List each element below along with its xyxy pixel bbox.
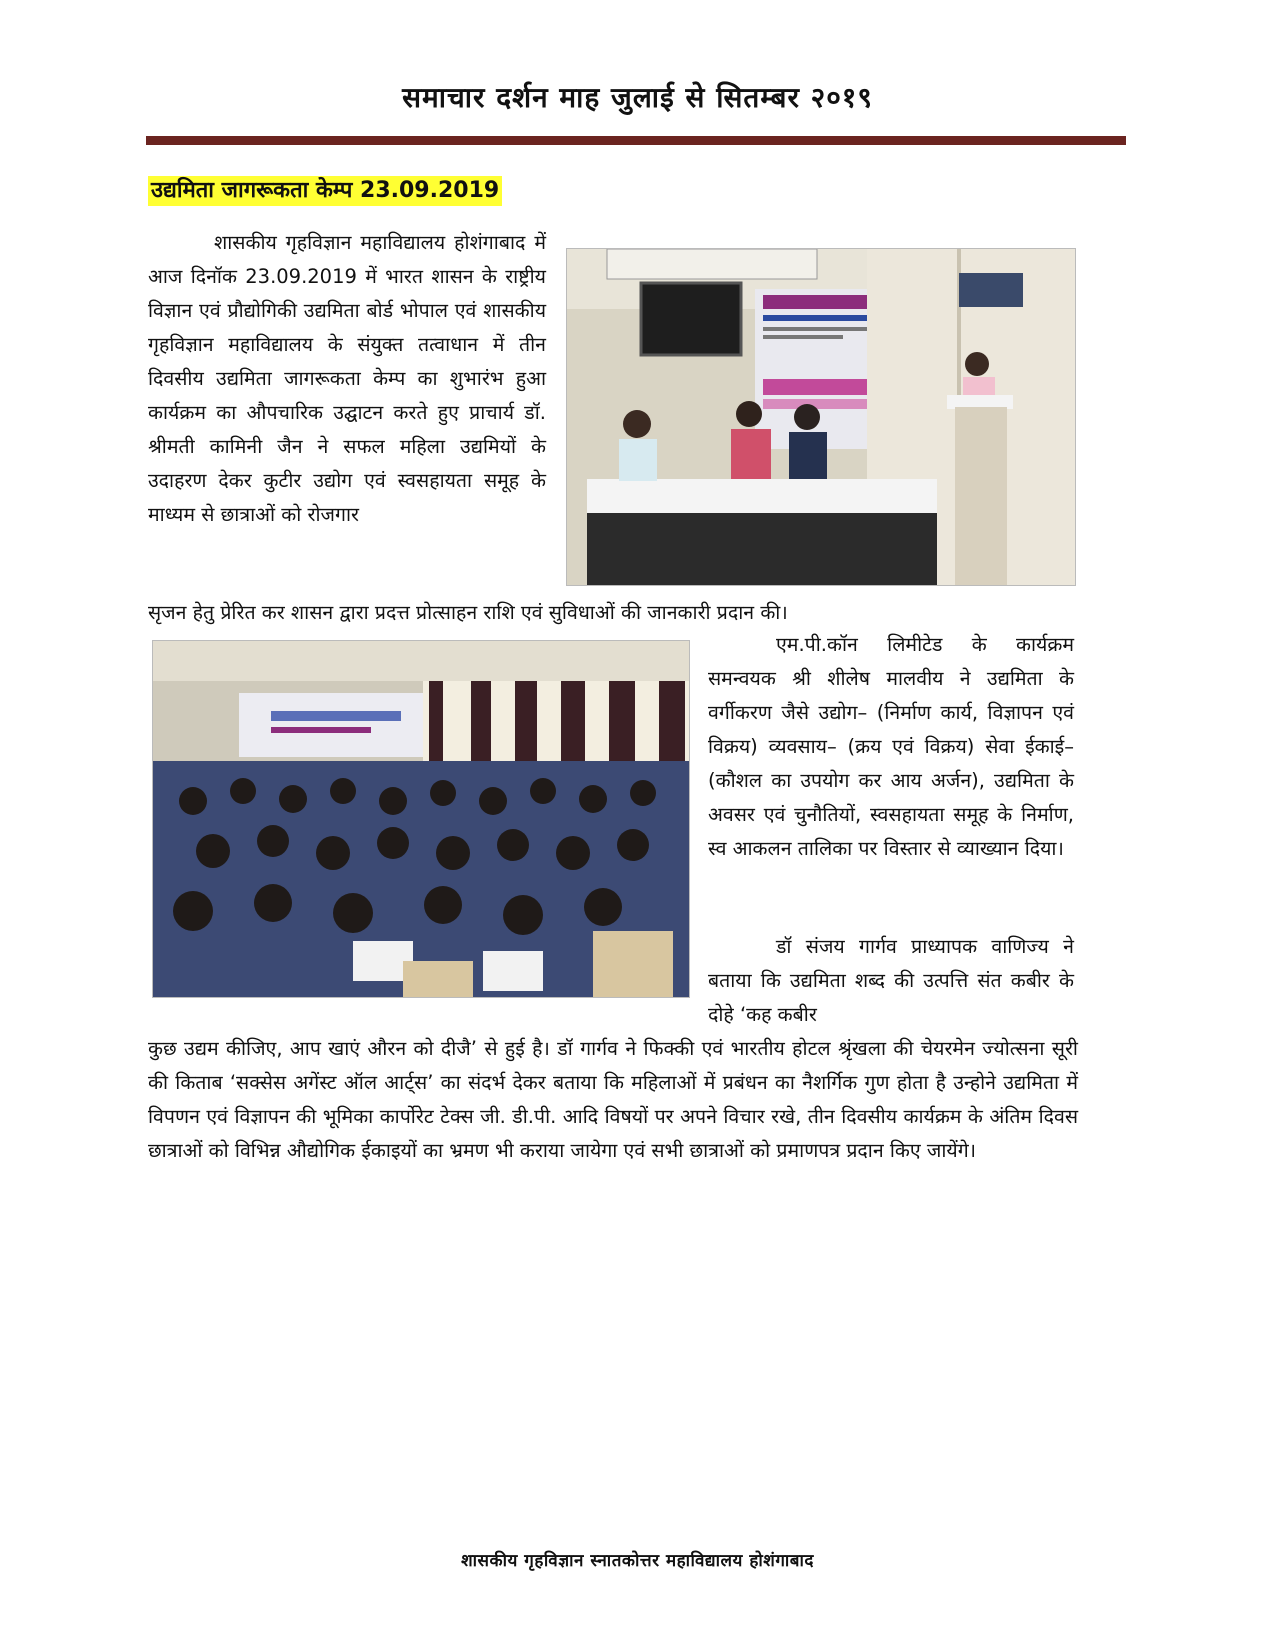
article-heading: उद्यमिता जागरूकता केम्प 23.09.2019 xyxy=(148,176,502,206)
article-paragraph-1: शासकीय गृहविज्ञान महाविद्यालय होशंगाबाद में आज दिनॉक 23.09.2019 में भारत शासन के राष्ट्रीय विज्ञान एवं प्रौद्योगिकी उद्यमिता बोर्ड भोपाल एवं शासकीय गृहविज्ञान महाविद्यालय के संयुक्त तत्वाधान में तीन दिवसीय उद्यमिता जागरूकता केम्प का शुभारंभ हुआ कार्यक्रम का औपचारिक उद्घाटन करते हुए प्राचार्य डॉ. श्रीमती कामिनी जैन ने सफल महिला उद्यमियों के उदाहरण देकर कुटीर उद्योग एवं स्वसहायता समूह के माध्यम से छात्राओं को रोजगार xyxy=(148,231,546,526)
page-header-title: समाचार दर्शन माह जुलाई से सितम्बर २०१९ xyxy=(402,81,873,114)
page-footer: शासकीय गृहविज्ञान स्नातकोत्तर महाविद्यालय होशंगाबाद xyxy=(461,1551,814,1571)
article-paragraph-2: एम.पी.कॉन लिमीटेड के कार्यक्रम समन्वयक श्री शीलेष मालवीय ने उद्यमिता के वर्गीकरण जैसे उद्योग– (निर्माण कार्य, विज्ञापन एवं विक्रय) व्यवसाय– (क्रय एवं विक्रय) सेवा ईकाई– (कौशल का उपयोग कर आय अर्जन), उद्यमिता के अवसर एवं चुनौतियों, स्वसहायता समूह के निर्माण, स्व आकलन तालिका पर विस्तार से व्याख्यान दिया। xyxy=(708,633,1074,860)
header-divider xyxy=(146,136,1126,145)
stage-photo xyxy=(566,248,1076,586)
article-paragraph-1-continued: सृजन हेतु प्रेरित कर शासन द्वारा प्रदत्त प्रोत्साहन राशि एवं सुविधाओं की जानकारी प्रदान की। xyxy=(148,601,788,624)
article-paragraph-3: डॉ संजय गार्गव प्राध्यापक वाणिज्य ने बताया कि उद्यमिता शब्द की उत्पत्ति संत कबीर के दोहे ‘कह कबीर xyxy=(708,935,1074,1026)
article-paragraph-3-continued: कुछ उद्यम कीजिए, आप खाएं औरन को दीजै’ से हुई है। डॉ गार्गव ने फिक्की एवं भारतीय होटल श्रृंखला की चेयरमेन ज्योत्सना सूरी की किताब ‘सक्सेस अगेंस्ट ऑल आर्ट्स’ का संदर्भ देकर बताया कि महिलाओं में प्रबंधन का नैशर्गिक गुण होता है उन्होने उद्यमिता में विपणन एवं विज्ञापन की भूमिका कार्पोरेट टेक्स जी. डी.पी. आदि विषयों पर अपने विचार रखे, तीन दिवसीय कार्यक्रम के अंतिम दिवस छात्राओं को विभिन्न औद्योगिक ईकाइयों का भ्रमण भी कराया जायेगा एवं सभी छात्राओं को प्रमाणपत्र प्रदान किए जायेंगे। xyxy=(148,1037,1078,1162)
audience-photo xyxy=(152,640,690,998)
